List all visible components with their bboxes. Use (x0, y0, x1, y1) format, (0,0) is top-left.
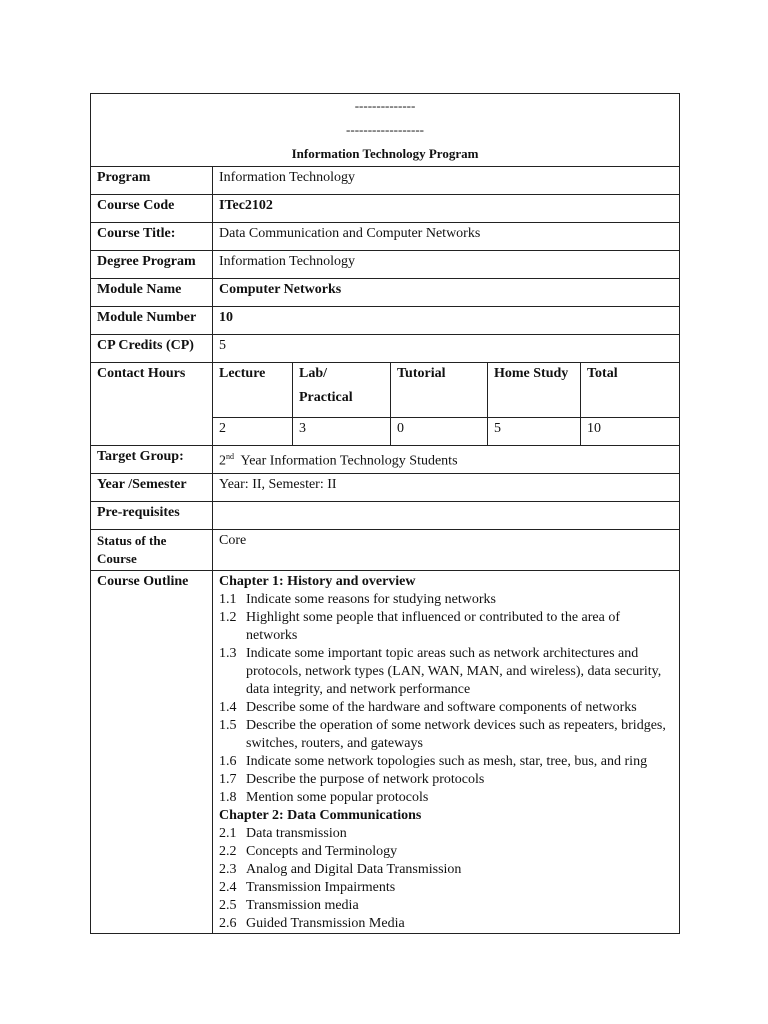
home-study-header: Home Study (488, 363, 581, 418)
lecture-value: 2 (213, 418, 293, 446)
item-text: Indicate some important topic areas such as network architectures and protocols, network types (LAN, WAN, MAN, and wireless), data security, data integrity, and network performance (246, 646, 662, 697)
prerequisites-value (213, 502, 680, 530)
item-number: 1.6 (219, 754, 237, 769)
list-item (219, 897, 673, 915)
practical-header-line: Practical (299, 390, 353, 405)
table-row (91, 307, 680, 335)
total-value: 10 (581, 418, 680, 446)
table-header (91, 94, 680, 167)
year-semester-label: Year /Semester (91, 474, 213, 502)
course-title-value: Data Communication and Computer Networks (213, 223, 680, 251)
target-group-label: Target Group: (91, 446, 213, 474)
item-number: 1.8 (219, 790, 237, 805)
course-title-label: Course Title: (91, 223, 213, 251)
degree-program-value: Information Technology (213, 251, 680, 279)
table-row (91, 502, 680, 530)
chapter-1-title: Chapter 1: History and overview (219, 574, 416, 589)
module-name-label: Module Name (91, 279, 213, 307)
list-item (219, 609, 673, 645)
degree-program-label: Degree Program (91, 251, 213, 279)
list-item (219, 879, 673, 897)
lab-header-line: Lab/ (299, 366, 328, 381)
cp-credits-label: CP Credits (CP) (91, 335, 213, 363)
item-number: 1.2 (219, 610, 237, 625)
status-label-line1: Status of the (97, 533, 167, 548)
item-number: 2.5 (219, 898, 237, 913)
item-text: Describe the purpose of network protocols (246, 772, 485, 787)
item-number: 1.4 (219, 700, 237, 715)
status-value: Core (213, 530, 680, 571)
course-code-value: ITec2102 (213, 195, 680, 223)
list-item (219, 717, 673, 753)
item-number: 1.7 (219, 772, 237, 787)
course-outline-row (91, 571, 680, 934)
year-number: 2 (219, 453, 226, 469)
table-row (91, 251, 680, 279)
list-item (219, 789, 673, 807)
item-number: 2.2 (219, 844, 237, 859)
header-dash-1: -------------- (354, 98, 416, 113)
table-row (91, 474, 680, 502)
item-text: Indicate some network topologies such as mesh, star, tree, bus, and ring (246, 754, 648, 769)
list-item (219, 699, 673, 717)
course-code-label: Course Code (91, 195, 213, 223)
module-number-label: Module Number (91, 307, 213, 335)
program-title: Information Technology Program (291, 146, 479, 161)
item-text: Analog and Digital Data Transmission (246, 862, 462, 877)
prerequisites-label: Pre-requisites (91, 502, 213, 530)
item-text: Concepts and Terminology (246, 844, 398, 859)
tutorial-value: 0 (391, 418, 488, 446)
year-semester-value: Year: II, Semester: II (213, 474, 680, 502)
list-item (219, 843, 673, 861)
item-text: Describe the operation of some network devices such as repeaters, bridges, switches, routers, and gateways (246, 718, 666, 751)
table-row (91, 530, 680, 571)
chapter-1-list (219, 591, 673, 807)
list-item (219, 915, 673, 933)
course-outline-label: Course Outline (91, 571, 213, 934)
module-name-value: Computer Networks (213, 279, 680, 307)
total-header: Total (581, 363, 680, 418)
contact-hours-label: Contact Hours (91, 363, 213, 446)
ordinal-suffix: nd (226, 452, 234, 461)
table-row (91, 223, 680, 251)
cp-credits-value: 5 (213, 335, 680, 363)
program-label: Program (91, 167, 213, 195)
item-text: Describe some of the hardware and software components of networks (246, 700, 637, 715)
lecture-header: Lecture (213, 363, 293, 418)
header-dash-2: ------------------ (346, 122, 424, 137)
table-row (91, 167, 680, 195)
item-number: 1.3 (219, 646, 237, 661)
table-row (91, 446, 680, 474)
home-study-value: 5 (488, 418, 581, 446)
item-text: Data transmission (246, 826, 347, 841)
table-row (91, 195, 680, 223)
status-label-line2: Course (97, 551, 137, 566)
target-group-value (213, 446, 680, 474)
item-number: 2.3 (219, 862, 237, 877)
item-number: 2.4 (219, 880, 237, 895)
item-number: 1.5 (219, 718, 237, 733)
module-number-value: 10 (213, 307, 680, 335)
item-number: 1.1 (219, 592, 237, 607)
status-label (91, 530, 213, 571)
item-text: Indicate some reasons for studying networks (246, 592, 496, 607)
list-item (219, 861, 673, 879)
item-text: Transmission media (246, 898, 359, 913)
course-outline-content (213, 571, 680, 934)
item-text: Mention some popular protocols (246, 790, 429, 805)
contact-hours-header-row (91, 363, 680, 418)
item-text: Highlight some people that influenced or contributed to the area of networks (246, 610, 620, 643)
list-item (219, 645, 673, 699)
course-table (90, 93, 680, 934)
lab-value: 3 (293, 418, 391, 446)
item-number: 2.1 (219, 826, 237, 841)
tutorial-header: Tutorial (391, 363, 488, 418)
list-item (219, 591, 673, 609)
item-text: Guided Transmission Media (246, 916, 405, 931)
table-row (91, 279, 680, 307)
item-text: Transmission Impairments (246, 880, 396, 895)
table-row (91, 335, 680, 363)
program-value: Information Technology (213, 167, 680, 195)
target-group-text: Year Information Technology Students (240, 453, 458, 469)
list-item (219, 753, 673, 771)
list-item (219, 825, 673, 843)
chapter-2-title: Chapter 2: Data Communications (219, 808, 422, 823)
item-number: 2.6 (219, 916, 237, 931)
list-item (219, 771, 673, 789)
chapter-2-list (219, 825, 673, 933)
lab-practical-header (293, 363, 391, 418)
